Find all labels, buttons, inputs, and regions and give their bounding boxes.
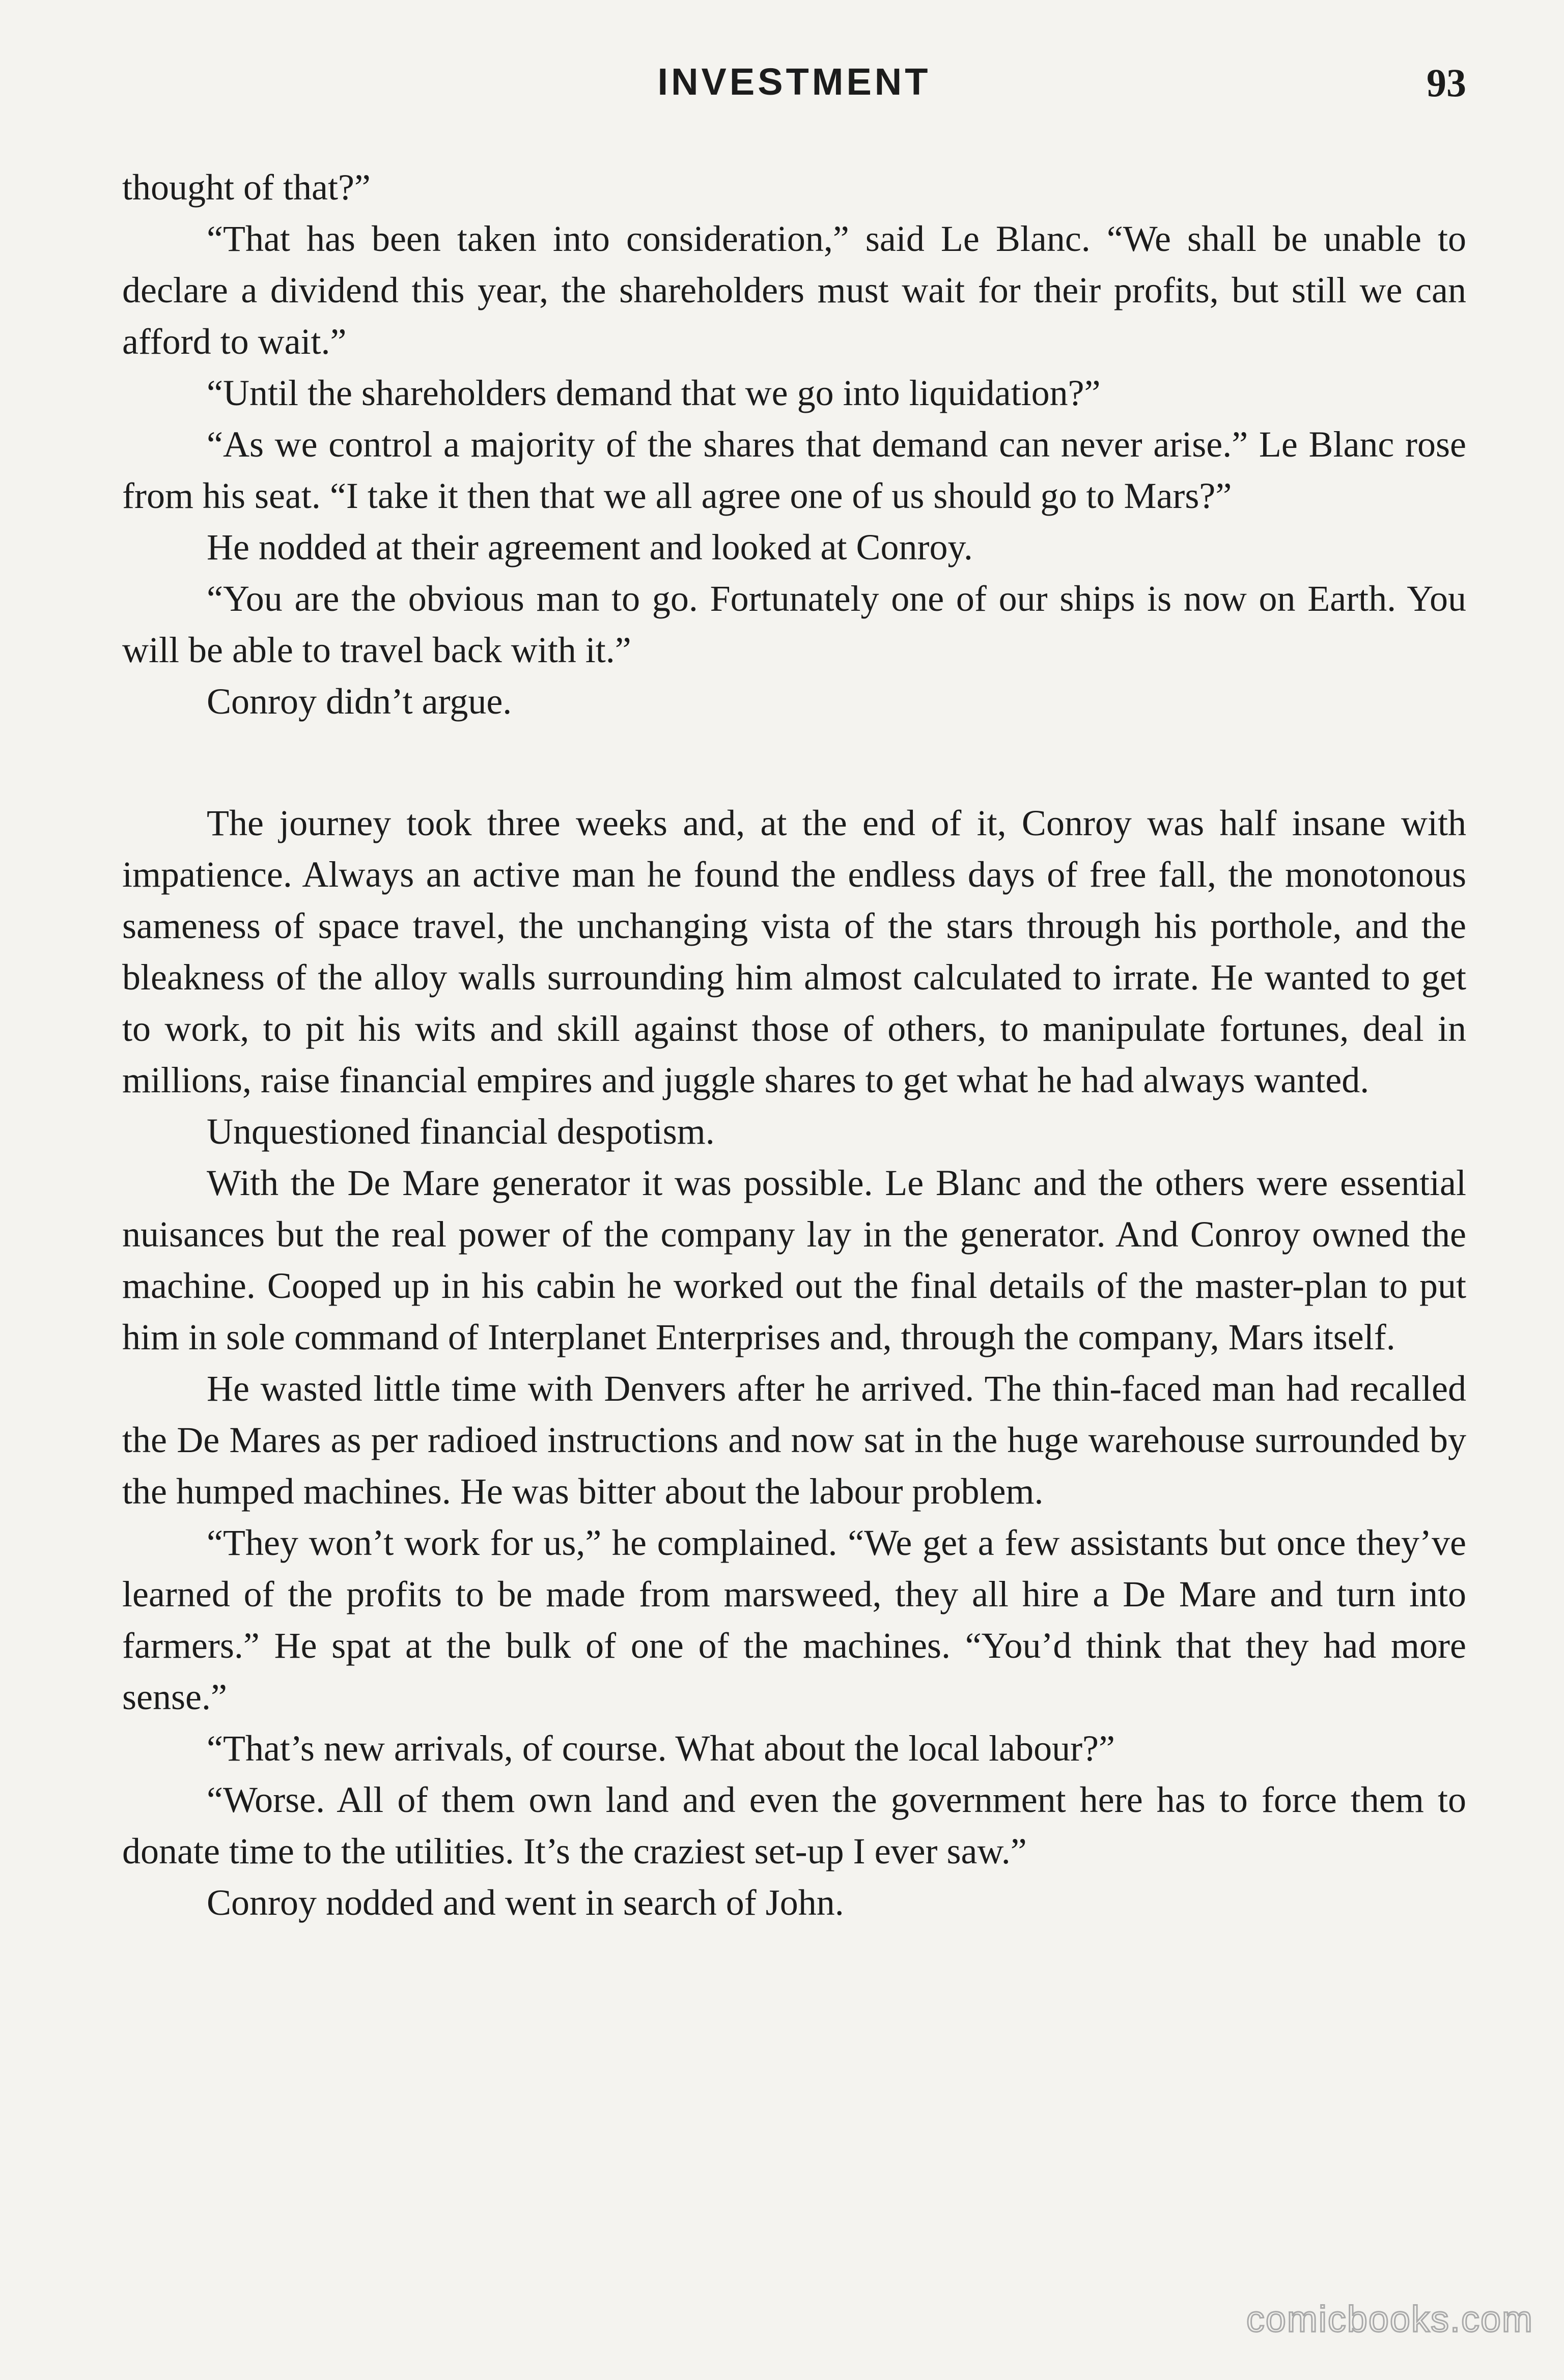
paragraph: He nodded at their agreement and looked at Conroy. — [207, 527, 973, 568]
page-number: 93 — [1427, 61, 1466, 105]
paragraph: With the De Mare generator it was possible. Le Blanc and the others were essential nuisances but the real power of the company lay in the generator. And Conroy owned the machine. Cooped up in his cabin he worked out the final details of the master-plan to put him in sole command of Interplanet Enterprises and, through the company, Mars itself. — [122, 1163, 1466, 1357]
paragraph: “Worse. All of them own land and even the government here has to force them to donate time to the utilities. It’s the craziest set-up I ever saw.” — [122, 1779, 1466, 1872]
paragraph: thought of that?” — [122, 167, 371, 208]
running-head — [122, 60, 1466, 116]
paragraph: “As we control a majority of the shares that demand can never arise.” Le Blanc rose from his seat. “I take it then that we all agree one of us should go to Mars?” — [122, 424, 1466, 516]
section-break — [122, 727, 1466, 798]
paragraph: Conroy nodded and went in search of John. — [207, 1882, 844, 1923]
paragraph: “That’s new arrivals, of course. What about the local labour?” — [207, 1728, 1115, 1769]
paragraph: He wasted little time with Denvers after he arrived. The thin-faced man had recalled the De Mares as per radioed instructions and now sat in the huge warehouse surrounded by the humped machines. He was bitter about the labour problem. — [122, 1368, 1466, 1512]
running-title: INVESTMENT — [657, 61, 931, 103]
paragraph: The journey took three weeks and, at the end of it, Conroy was half insane with impatience. Always an active man he found the endless days of free fall, the monotonous sameness of space travel, the unchanging vista of the stars through his porthole, and the bleakness of the alloy walls surrounding him almost calculated to irrate. He wanted to get to work, to pit his wits and skill against those of others, to manipulate fortunes, deal in millions, raise financial empires and juggle shares to get what he had always wanted. — [122, 803, 1466, 1100]
page-body — [122, 162, 1466, 1929]
paragraph: “You are the obvious man to go. Fortunately one of our ships is now on Earth. You will be able to travel back with it.” — [122, 578, 1466, 670]
paragraph: “Until the shareholders demand that we go into liquidation?” — [207, 373, 1101, 413]
paragraph: Unquestioned financial despotism. — [207, 1111, 715, 1152]
paragraph: “They won’t work for us,” he complained. “We get a few assistants but once they’ve learned of the profits to be made from marsweed, they all hire a De Mare and turn into farmers.” He spat at the bulk of one of the machines. “You’d think that they had more sense.” — [122, 1522, 1466, 1717]
paragraph: Conroy didn’t argue. — [207, 681, 512, 722]
watermark-logo: comicbooks.com — [1246, 2299, 1533, 2340]
paragraph: “That has been taken into consideration,” said Le Blanc. “We shall be unable to declare a dividend this year, the shareholders must wait for their profits, but still we can afford to wait.” — [122, 218, 1466, 362]
